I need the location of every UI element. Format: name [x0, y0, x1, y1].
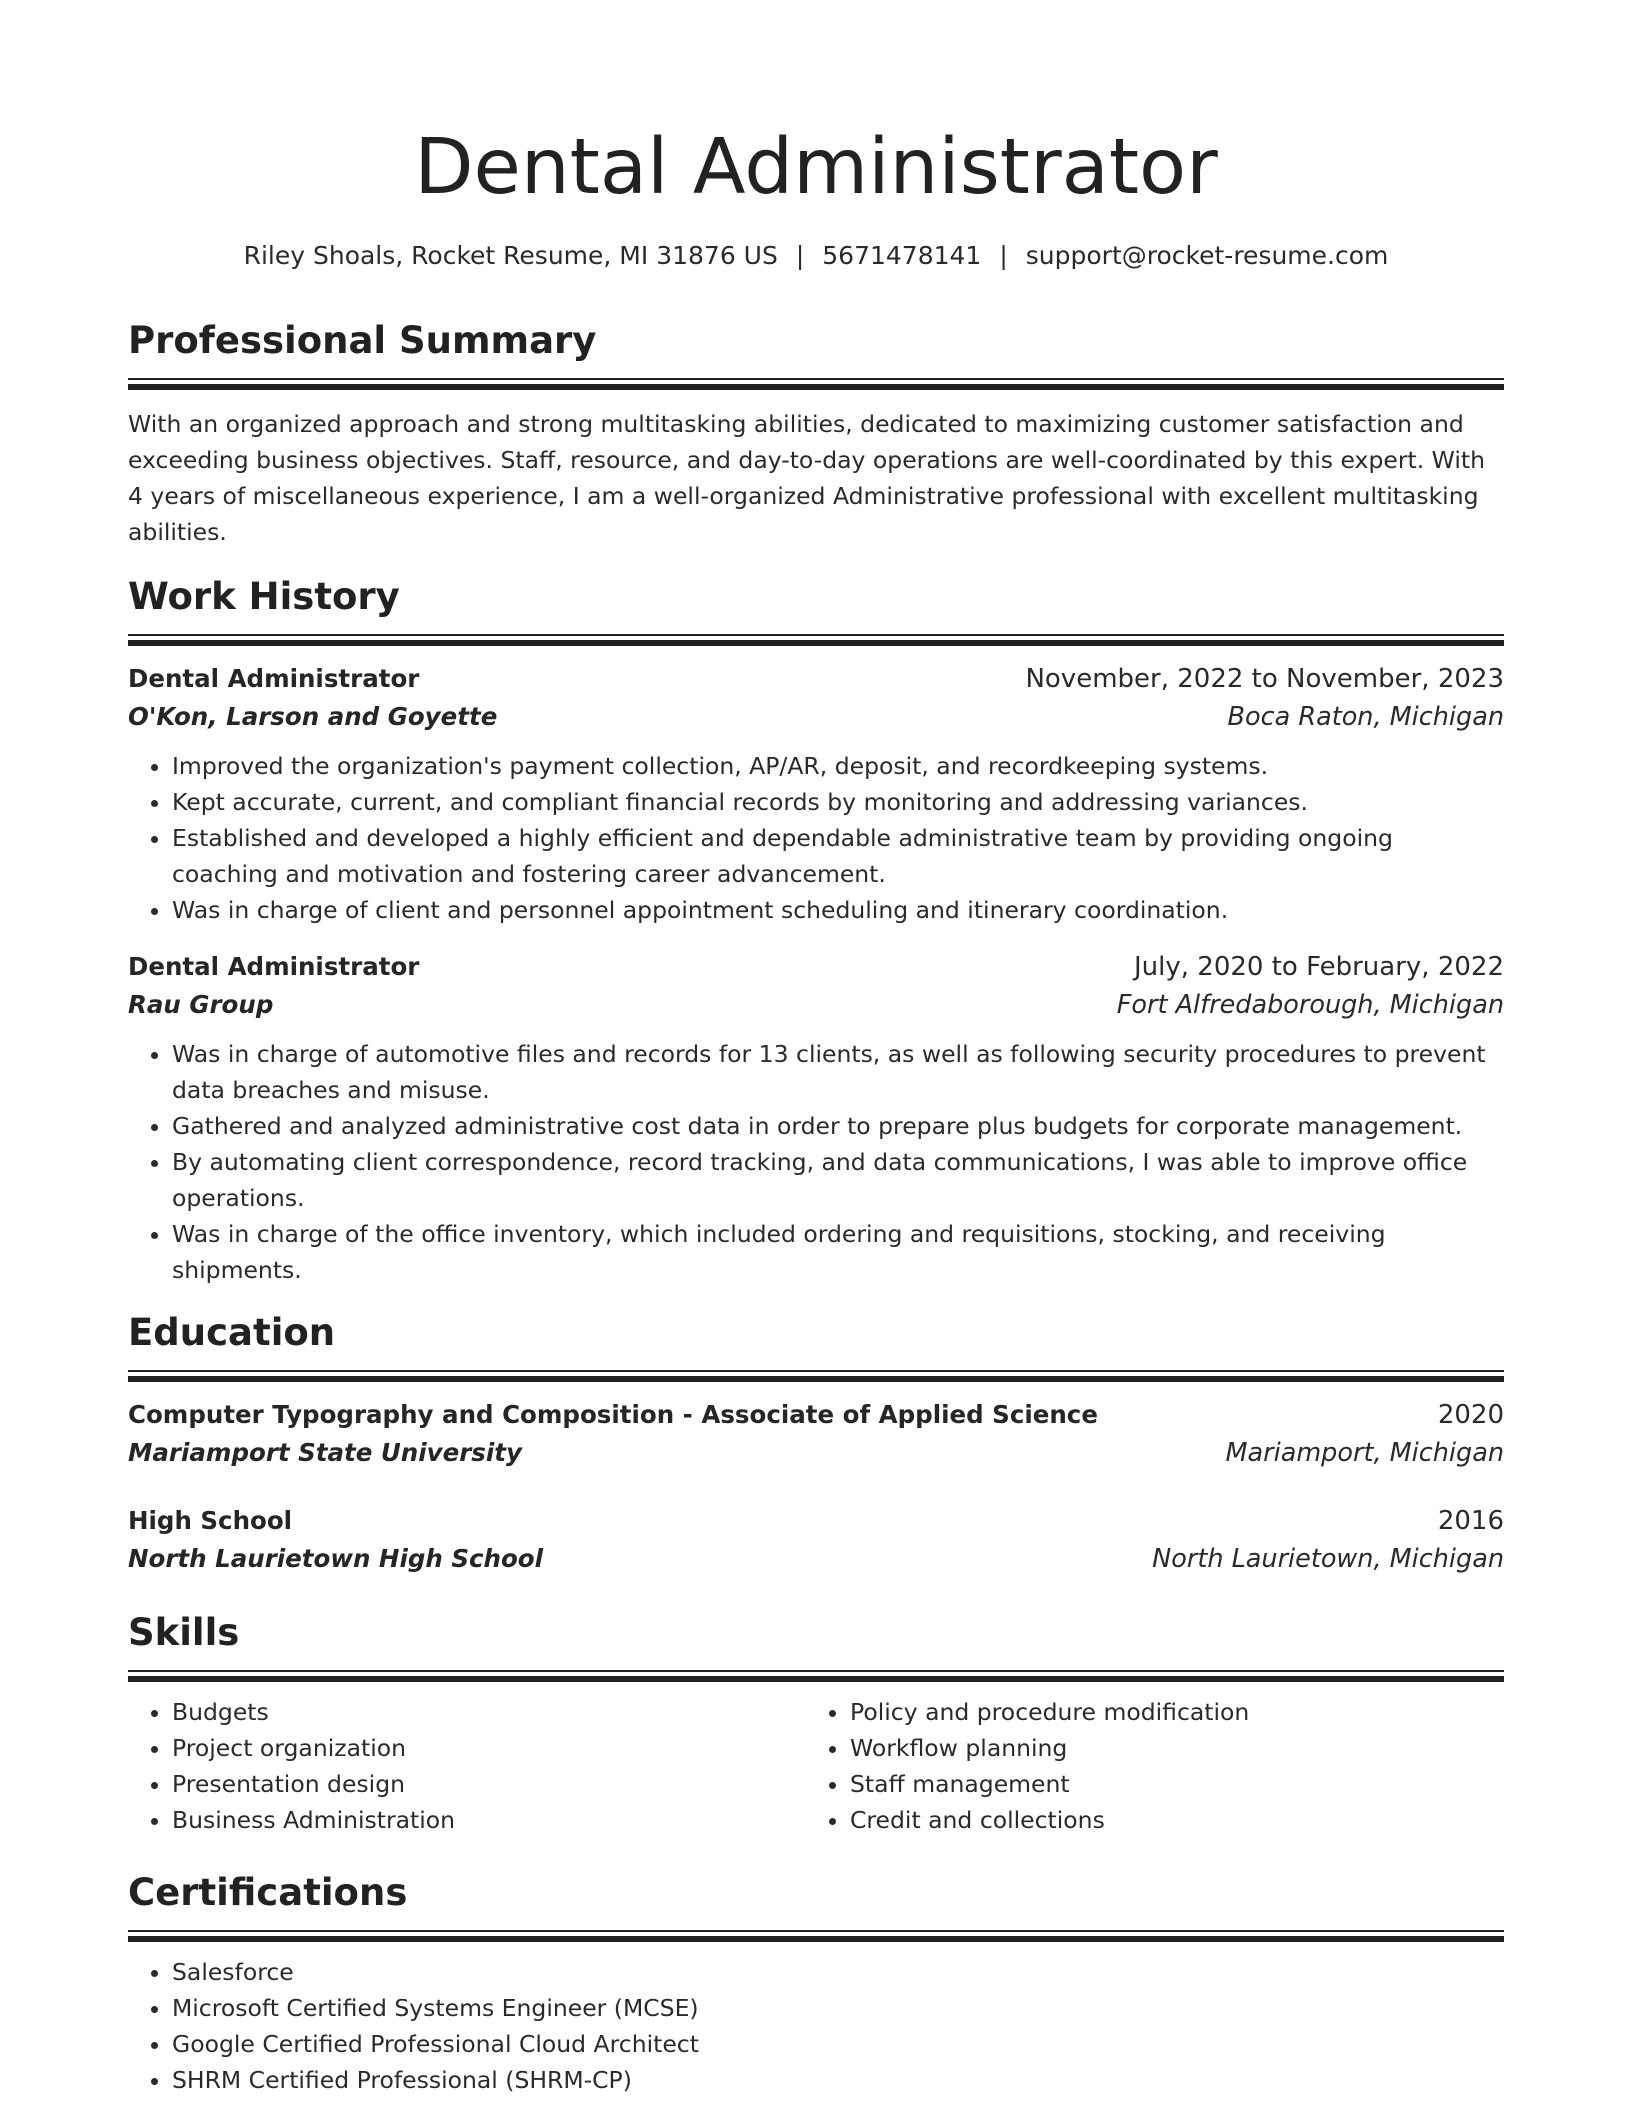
- education-entry: [128, 1396, 1504, 1472]
- job-bullet: • Was in charge of the office inventory, which included ordering and requisitions, stocking, and receiving shipments.: [172, 1216, 1504, 1288]
- section-heading-education: Education: [128, 1311, 336, 1354]
- education-degree: High School: [128, 1506, 293, 1535]
- job-location: Boca Raton, Michigan: [1227, 702, 1504, 732]
- skills-section: [128, 1608, 1504, 1838]
- skill-item: • Credit and collections: [850, 1802, 1484, 1838]
- job-dates: November, 2022 to November, 2023: [1025, 664, 1504, 694]
- skill-item: • Policy and procedure modification: [850, 1694, 1484, 1730]
- job-bullets: [128, 1036, 1504, 1288]
- job-company: Rau Group: [128, 990, 274, 1019]
- summary-section: [128, 316, 1504, 550]
- section-rule: [128, 1670, 1504, 1682]
- section-rule: [128, 634, 1504, 646]
- certifications-list: [128, 1954, 1504, 2098]
- job-bullet: • Improved the organization's payment collection, AP/AR, deposit, and recordkeeping systems.: [172, 748, 1504, 784]
- job-entry: [128, 948, 1504, 1288]
- skill-item: • Presentation design: [172, 1766, 806, 1802]
- section-heading-summary: Professional Summary: [128, 319, 597, 362]
- skill-item: • Budgets: [172, 1694, 806, 1730]
- job-title: Dental Administrator: [128, 952, 420, 981]
- job-bullet: • Was in charge of client and personnel appointment scheduling and itinerary coordination.: [172, 892, 1504, 928]
- section-rule: [128, 1930, 1504, 1942]
- contact-separator: |: [795, 241, 805, 270]
- job-bullet: • Was in charge of automotive files and records for 13 clients, as well as following security procedures to prevent data breaches and misuse.: [172, 1036, 1504, 1108]
- education-entry: [128, 1502, 1504, 1578]
- job-bullet: • Kept accurate, current, and compliant financial records by monitoring and addressing variances.: [172, 784, 1504, 820]
- education-school: Mariamport State University: [128, 1438, 522, 1467]
- certifications-section: [128, 1868, 1504, 2098]
- certification-item: • Microsoft Certified Systems Engineer (MCSE): [172, 1990, 1504, 2026]
- job-location: Fort Alfredaborough, Michigan: [1116, 990, 1504, 1020]
- education-location: North Laurietown, Michigan: [1152, 1544, 1504, 1574]
- contact-line: [128, 236, 1504, 276]
- skills-column-right: [806, 1694, 1484, 1838]
- contact-address: Riley Shoals, Rocket Resume, MI 31876 US: [243, 241, 778, 270]
- section-rule: [128, 1370, 1504, 1382]
- skill-item: • Staff management: [850, 1766, 1484, 1802]
- skill-item: • Project organization: [172, 1730, 806, 1766]
- job-title: Dental Administrator: [128, 664, 420, 693]
- job-dates: July, 2020 to February, 2022: [1134, 952, 1504, 982]
- education-year: 2020: [1437, 1400, 1504, 1430]
- education-section: [128, 1308, 1504, 1578]
- contact-email: support@rocket-resume.com: [1025, 241, 1389, 270]
- education-school: North Laurietown High School: [128, 1544, 544, 1573]
- section-rule: [128, 378, 1504, 390]
- section-heading-certifications: Certifications: [128, 1871, 408, 1914]
- section-heading-work-history: Work History: [128, 575, 400, 618]
- certification-item: • Google Certified Professional Cloud Architect: [172, 2026, 1504, 2062]
- job-bullet: • Gathered and analyzed administrative cost data in order to prepare plus budgets for corporate management.: [172, 1108, 1504, 1144]
- education-degree: Computer Typography and Composition - Associate of Applied Science: [128, 1400, 1098, 1429]
- contact-phone: 5671478141: [822, 241, 982, 270]
- education-year: 2016: [1437, 1506, 1504, 1536]
- job-bullet: • Established and developed a highly efficient and dependable administrative team by providing ongoing coaching and motivation and fostering career advancement.: [172, 820, 1504, 892]
- certification-item: • SHRM Certified Professional (SHRM-CP): [172, 2062, 1504, 2098]
- contact-separator: |: [999, 241, 1008, 270]
- certification-item: • Salesforce: [172, 1954, 1504, 1990]
- job-company: O'Kon, Larson and Goyette: [128, 702, 498, 731]
- education-location: Mariamport, Michigan: [1225, 1438, 1504, 1468]
- skills-column-left: [128, 1694, 806, 1838]
- skill-item: • Workflow planning: [850, 1730, 1484, 1766]
- skill-item: • Business Administration: [172, 1802, 806, 1838]
- job-bullets: [128, 748, 1504, 928]
- job-bullet: • By automating client correspondence, record tracking, and data communications, I was able to improve office operations.: [172, 1144, 1504, 1216]
- job-entry: [128, 660, 1504, 928]
- skills-grid: [128, 1694, 1504, 1838]
- section-heading-skills: Skills: [128, 1611, 240, 1654]
- summary-text: With an organized approach and strong multitasking abilities, dedicated to maximizing customer satisfaction and exceeding business objectives. Staff, resource, and day-to-day operations are well-coordinated by this expert. With 4 years of miscellaneous experience, I am a well-organized Administrative professional with excellent multitasking abilities.: [128, 410, 1486, 546]
- work-history-section: [128, 572, 1504, 1288]
- resume-title: Dental Administrator: [414, 123, 1218, 212]
